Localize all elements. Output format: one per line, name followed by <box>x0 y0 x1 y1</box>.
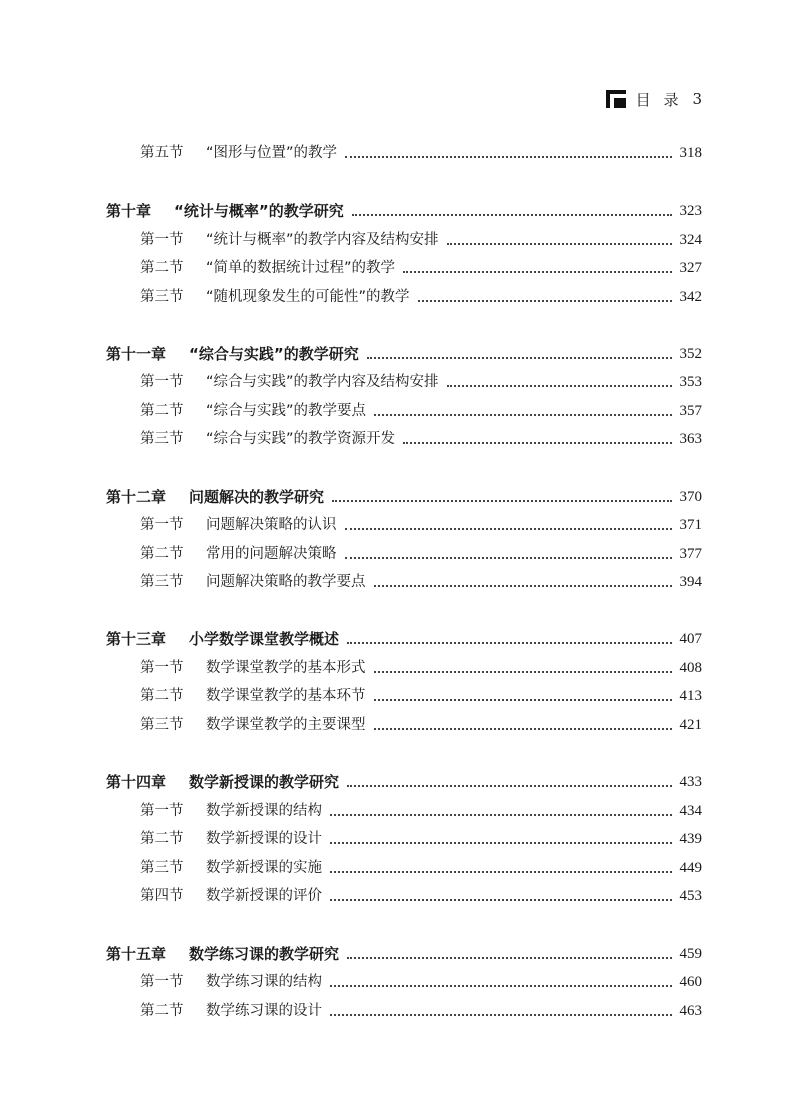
section-title: 问题解决策略的认识 <box>206 517 337 533</box>
toc-entry-label <box>140 399 366 423</box>
section-number: 第五节 <box>140 145 184 161</box>
dot-leader <box>345 528 672 530</box>
section-title: 常用的问题解决策略 <box>206 546 337 562</box>
toc-section-row[interactable] <box>0 570 800 594</box>
toc-entry-label <box>140 427 395 451</box>
toc-section-row[interactable] <box>0 884 800 908</box>
dot-leader <box>347 957 671 959</box>
section-number: 第三节 <box>140 431 184 447</box>
toc-chapter-row[interactable] <box>0 199 800 223</box>
toc-page-number: 370 <box>679 489 702 505</box>
toc-section-row[interactable] <box>0 228 800 252</box>
toc-section-row[interactable] <box>0 256 800 280</box>
chapter-number: 第十四章 <box>106 773 167 791</box>
section-number: 第三节 <box>140 717 184 733</box>
section-title: “统计与概率”的教学内容及结构安排 <box>206 232 439 248</box>
chapter-title: “综合与实践”的教学研究 <box>189 345 359 363</box>
toc-page-number: 439 <box>679 831 702 847</box>
chapter-number: 第十五章 <box>106 945 167 963</box>
section-title: 数学练习课的设计 <box>206 1003 322 1019</box>
section-title: 数学新授课的实施 <box>206 860 322 876</box>
section-number: 第一节 <box>140 974 184 990</box>
dot-leader <box>403 271 671 273</box>
section-title: 数学课堂教学的主要课型 <box>206 717 366 733</box>
toc-entry-label <box>106 770 339 794</box>
dot-leader <box>330 814 672 816</box>
section-number: 第二节 <box>140 688 184 704</box>
toc-section-row[interactable] <box>0 656 800 680</box>
toc-chapter-row[interactable] <box>0 627 800 651</box>
section-number: 第二节 <box>140 831 184 847</box>
section-title: “简单的数据统计过程”的教学 <box>206 260 396 276</box>
dot-leader <box>447 385 672 387</box>
toc-entry-label <box>140 713 366 737</box>
toc-entry-label <box>106 199 344 223</box>
toc-section-row[interactable] <box>0 285 800 309</box>
chapter-title: 问题解决的教学研究 <box>189 488 325 506</box>
toc-page-number: 434 <box>679 803 702 819</box>
toc-section-row[interactable] <box>0 999 800 1023</box>
section-title: “随机现象发生的可能性”的教学 <box>206 289 410 305</box>
dot-leader <box>347 642 671 644</box>
dot-leader <box>330 842 672 844</box>
toc-entry-label <box>140 370 439 394</box>
toc-section-row[interactable] <box>0 713 800 737</box>
toc-chapter-row[interactable] <box>0 342 800 366</box>
toc-page-number: 460 <box>679 974 702 990</box>
dot-leader <box>345 156 671 158</box>
toc-entry-label <box>140 684 366 708</box>
header-page-number: 3 <box>692 90 702 108</box>
section-number: 第三节 <box>140 860 184 876</box>
section-title: “综合与实践”的教学内容及结构安排 <box>206 374 439 390</box>
toc-page-number: 377 <box>679 546 702 562</box>
header-ornament-icon <box>606 90 626 108</box>
dot-leader <box>374 671 672 673</box>
toc-entry-label <box>140 256 395 280</box>
section-number: 第三节 <box>140 289 184 305</box>
toc-page-number: 413 <box>679 688 702 704</box>
toc-page-number: 323 <box>679 203 702 219</box>
toc-entry-label <box>140 799 322 823</box>
toc-page-number: 407 <box>679 631 702 647</box>
chapter-title: 数学新授课的教学研究 <box>189 773 340 791</box>
dot-leader <box>330 871 672 873</box>
toc-entry-label <box>140 656 366 680</box>
section-number: 第二节 <box>140 546 184 562</box>
toc-chapter-row[interactable] <box>0 485 800 509</box>
section-number: 第一节 <box>140 374 184 390</box>
dot-leader <box>345 557 672 559</box>
dot-leader <box>332 500 671 502</box>
dot-leader <box>447 243 672 245</box>
toc-chapter-row[interactable] <box>0 942 800 966</box>
toc-entry-label <box>106 485 324 509</box>
section-title: 数学课堂教学的基本环节 <box>206 688 366 704</box>
toc-page-number: 357 <box>679 403 702 419</box>
toc-page-number: 371 <box>679 517 702 533</box>
toc-page-number: 394 <box>679 574 702 590</box>
toc-chapter-row[interactable] <box>0 770 800 794</box>
toc-entry-label <box>106 942 339 966</box>
toc-page-number: 463 <box>679 1003 702 1019</box>
chapter-title: 数学练习课的教学研究 <box>189 945 340 963</box>
section-number: 第一节 <box>140 232 184 248</box>
toc-section-row[interactable] <box>0 542 800 566</box>
toc-section-row[interactable] <box>0 856 800 880</box>
toc-entry-label <box>106 342 359 366</box>
toc-entry-label <box>140 856 322 880</box>
toc-section-row[interactable] <box>0 684 800 708</box>
chapter-number: 第十章 <box>106 202 152 220</box>
section-title: 数学课堂教学的基本形式 <box>206 660 366 676</box>
toc-page-number: 363 <box>679 431 702 447</box>
chapter-number: 第十一章 <box>106 345 167 363</box>
section-number: 第一节 <box>140 517 184 533</box>
toc-entry-label <box>140 141 337 165</box>
toc-entry-label <box>106 627 339 651</box>
section-number: 第二节 <box>140 403 184 419</box>
toc-page-number: 408 <box>679 660 702 676</box>
toc-page-number: 459 <box>679 946 702 962</box>
section-title: 数学新授课的评价 <box>206 888 322 904</box>
toc-section-row[interactable] <box>0 141 800 165</box>
section-title: 数学新授课的设计 <box>206 831 322 847</box>
chapter-title: 小学数学课堂教学概述 <box>189 630 340 648</box>
toc-page-number: 433 <box>679 774 702 790</box>
section-number: 第二节 <box>140 260 184 276</box>
dot-leader <box>374 699 672 701</box>
section-title: 数学练习课的结构 <box>206 974 322 990</box>
dot-leader <box>403 442 671 444</box>
header-title: 目 录 <box>635 90 683 109</box>
toc-entry-label <box>140 884 322 908</box>
toc-page-number: 318 <box>679 145 702 161</box>
toc-entry-label <box>140 827 322 851</box>
toc-section-row[interactable] <box>0 799 800 823</box>
section-number: 第一节 <box>140 660 184 676</box>
toc-page-number: 449 <box>679 860 702 876</box>
toc-page-number: 327 <box>679 260 702 276</box>
chapter-number: 第十三章 <box>106 630 167 648</box>
dot-leader <box>374 414 671 416</box>
section-number: 第二节 <box>140 1003 184 1019</box>
toc-page-number: 353 <box>679 374 702 390</box>
section-title: “综合与实践”的教学要点 <box>206 403 367 419</box>
toc-entry-label <box>140 999 322 1023</box>
toc-entry-label <box>140 285 410 309</box>
toc-section-row[interactable] <box>0 399 800 423</box>
dot-leader <box>330 1014 672 1016</box>
toc-section-row[interactable] <box>0 827 800 851</box>
toc-page-number: 453 <box>679 888 702 904</box>
toc-section-row[interactable] <box>0 970 800 994</box>
dot-leader <box>330 899 672 901</box>
dot-leader <box>352 214 672 216</box>
chapter-title: “统计与概率”的教学研究 <box>174 202 344 220</box>
toc-entry-label <box>140 228 439 252</box>
dot-leader <box>347 785 671 787</box>
chapter-number: 第十二章 <box>106 488 167 506</box>
section-number: 第三节 <box>140 574 184 590</box>
toc-entry-label <box>140 513 337 537</box>
dot-leader <box>367 357 672 359</box>
toc-section-row[interactable] <box>0 513 800 537</box>
toc-page-number: 342 <box>679 289 702 305</box>
toc-page-number: 324 <box>679 232 702 248</box>
toc-page-number: 421 <box>679 717 702 733</box>
toc-section-row[interactable] <box>0 370 800 394</box>
section-title: 数学新授课的结构 <box>206 803 322 819</box>
toc-entry-label <box>140 542 337 566</box>
section-number: 第一节 <box>140 803 184 819</box>
toc-entry-label <box>140 970 322 994</box>
section-title: “综合与实践”的教学资源开发 <box>206 431 396 447</box>
dot-leader <box>374 585 672 587</box>
toc-section-row[interactable] <box>0 427 800 451</box>
toc-page-number: 352 <box>679 346 702 362</box>
section-title: “图形与位置”的教学 <box>206 145 338 161</box>
dot-leader <box>418 300 672 302</box>
dot-leader <box>374 728 672 730</box>
toc-entry-label <box>140 570 366 594</box>
section-title: 问题解决策略的教学要点 <box>206 574 366 590</box>
running-header <box>606 84 702 114</box>
section-number: 第四节 <box>140 888 184 904</box>
dot-leader <box>330 985 672 987</box>
